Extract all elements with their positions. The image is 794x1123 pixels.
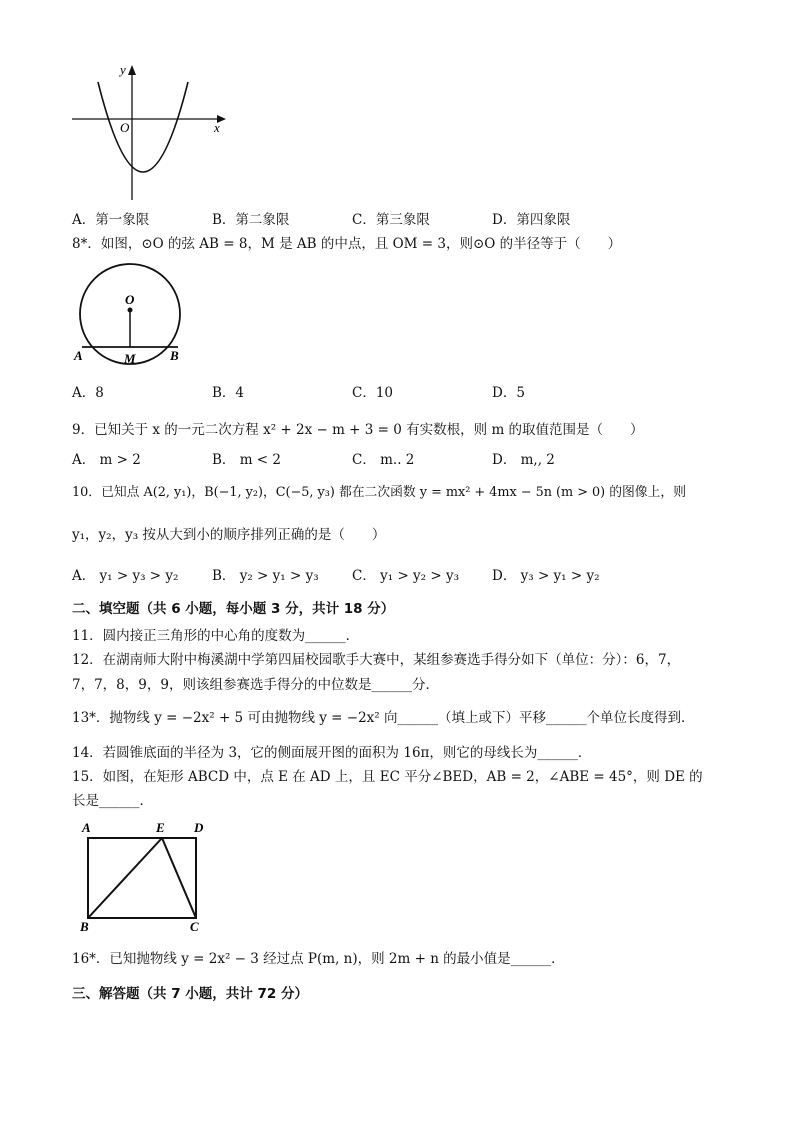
circle-center-label: O xyxy=(125,292,135,307)
q7-option-b: B．第二象限 xyxy=(212,212,290,228)
q15-question-line1: 15．如图，在矩形 ABCD 中，点 E 在 AD 上，且 EC 平分∠BED，AB = 2，∠ABE = 45°，则 DE 的 xyxy=(72,769,703,785)
q9-option-b: B． m < 2 xyxy=(212,452,281,468)
q16-question: 16*．已知抛物线 y = 2x² − 3 经过点 P(m, n)，则 2m + n 的最小值是______． xyxy=(72,951,565,967)
q7-option-c: C．第三象限 xyxy=(352,212,430,228)
point-b-label: B xyxy=(170,348,179,363)
q14-question: 14．若圆锥底面的半径为 3，它的侧面展开图的面积为 16π，则它的母线长为______． xyxy=(72,745,592,761)
x-axis-label: x xyxy=(214,120,220,135)
q10-option-c: C． y₁ > y₂ > y₃ xyxy=(352,568,460,584)
q8-option-c: C．10 xyxy=(352,385,394,401)
q13-question: 13*．抛物线 y = −2x² + 5 可由抛物线 y = −2x² 向______（填上或下）平移______个单位长度得到． xyxy=(72,710,695,726)
rectangle-figure xyxy=(74,818,214,934)
q9-option-a: A． m > 2 xyxy=(72,452,141,468)
rect-point-d-label: D xyxy=(194,820,204,835)
q8-option-a: A．8 xyxy=(72,385,104,401)
rect-point-a-label: A xyxy=(82,820,91,835)
point-m-label: M xyxy=(124,351,136,366)
q8-question: 8*．如图，⊙O 的弦 AB = 8，M 是 AB 的中点，且 OM = 3，则⊙O 的半径等于（ ） xyxy=(72,236,622,252)
rect-point-b-label: B xyxy=(80,919,89,934)
q10-option-b: B． y₂ > y₁ > y₃ xyxy=(212,568,319,584)
y-axis-label: y xyxy=(120,62,126,77)
q10-option-a: A． y₁ > y₃ > y₂ xyxy=(72,568,179,584)
rect-point-c-label: C xyxy=(190,919,199,934)
q10-question-line2: y₁，y₂，y₃ 按从大到小的顺序排列正确的是（ ） xyxy=(72,527,386,543)
rect-point-e-label: E xyxy=(156,820,165,835)
q10-question-line1: 10．已知点 A(2, y₁)，B(−1, y₂)，C(−5, y₃) 都在二次函数 y = mx² + 4mx − 5n (m > 0) 的图像上，则 xyxy=(72,485,686,500)
point-a-label: A xyxy=(74,348,83,363)
section-2-heading: 二、填空题（共 6 小题，每小题 3 分，共计 18 分） xyxy=(72,601,395,617)
q7-option-d: D．第四象限 xyxy=(492,212,571,228)
q9-option-d: D． m,, 2 xyxy=(492,452,555,468)
q8-option-d: D．5 xyxy=(492,385,525,401)
circle-figure xyxy=(72,262,188,368)
origin-label: O xyxy=(120,120,130,135)
q7-option-a: A．第一象限 xyxy=(72,212,150,228)
q8-option-b: B．4 xyxy=(212,385,245,401)
section-3-heading: 三、解答题（共 7 小题，共计 72 分） xyxy=(72,986,308,1002)
q15-question-line2: 长是______． xyxy=(72,793,153,809)
q12-question-line1: 12．在湖南师大附中梅溪湖中学第四届校园歌手大赛中，某组参赛选手得分如下（单位：分）：6，7， xyxy=(72,652,681,668)
q9-question: 9．已知关于 x 的一元二次方程 x² + 2x − m + 3 = 0 有实数根，则 m 的取值范围是（ ） xyxy=(72,422,644,438)
q12-question-line2: 7，7，8，9，9，则该组参赛选手得分的中位数是______分． xyxy=(72,677,439,693)
q10-option-d: D． y₃ > y₁ > y₂ xyxy=(492,568,600,584)
q9-option-c: C． m.. 2 xyxy=(352,452,415,468)
parabola-figure xyxy=(70,62,230,202)
q11-question: 11．圆内接正三角形的中心角的度数为______． xyxy=(72,628,360,644)
